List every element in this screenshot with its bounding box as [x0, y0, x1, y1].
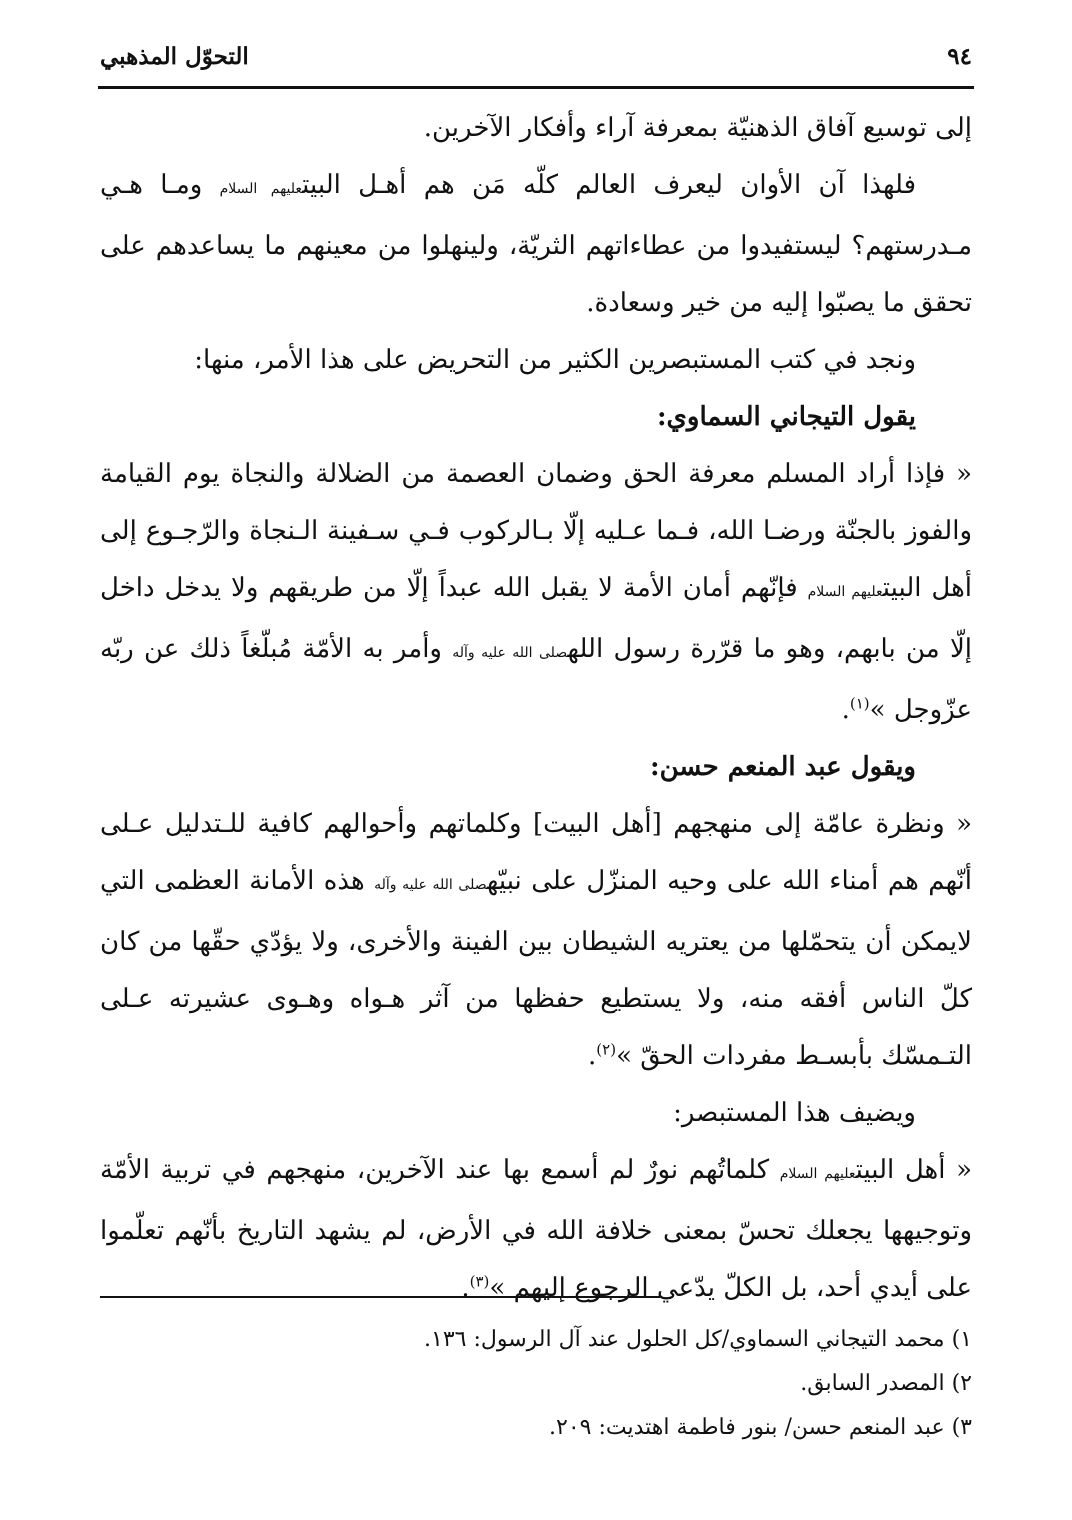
footnotes	[100, 1318, 972, 1450]
body-text	[100, 100, 972, 1317]
footnote-ref-1: (١)	[849, 694, 870, 713]
honorific-mark: صلى الله عليه وآله	[452, 645, 568, 661]
footnote-ref-3: (٣)	[469, 1272, 490, 1291]
page-header	[100, 34, 972, 78]
paragraph-2: فلهذا آن الأوان ليعرف العالم كلّه مَن هم أهـل البيتعليهم السلام ومـا هـي مـدرستهم؟ ليستفيدوا من عطاءاتهم الثريّة، ولينهلوا من معينهم ما يساعدهم على تحقق ما يصبّوا إليه من خير وسعادة.	[100, 170, 972, 318]
header-rule	[98, 86, 974, 89]
quote-intro-tijani: يقول التيجاني السماوي:	[656, 402, 916, 432]
quote-1: « فإذا أراد المسلم معرفة الحق وضمان العصمة من الضلالة والنجاة يوم القيامة والفوز بالجنّة ورضـا الله، فـما عـليه إلّا بـالركوب فـي سـفينة الـنجاة والرّجـوع إلى أهل البيتعليهم السلام فإنّهم أمان الأمة لا يقبل الله عبداً إلّا من طريقهم ولا يدخل داخل إلّا من بابهم، وهو ما قرّرة رسول اللهصلى الله عليه وآله وأمر به الأمّة مُبلّغاً ذلك عن ربّه عزّوجل »$^{(١)}$.	[100, 459, 973, 725]
paragraph-6: ويضيف هذا المستبصر:	[673, 1098, 916, 1128]
paragraph-1: إلى توسيع آفاق الذهنيّة بمعرفة آراء وأفكار الآخرين.	[423, 113, 972, 143]
page-number: ٩٤	[947, 42, 972, 70]
footnote-divider	[100, 1296, 660, 1298]
paragraph-3: ونجد في كتب المستبصرين الكثير من التحريض على هذا الأمر، منها:	[194, 345, 916, 375]
footnote-1: ١) محمد التيجاني السماوي/كل الحلول عند آل الرسول: ١٣٦.	[424, 1327, 972, 1352]
honorific-mark: صلى الله عليه وآله	[374, 877, 487, 893]
quote-intro-abdulmonem: ويقول عبد المنعم حسن:	[650, 752, 916, 782]
honorific-mark: عليهم السلام	[219, 181, 303, 197]
quote-3: « أهل البيتعليهم السلام كلماتُهم نورٌ لم أسمع بها عند الآخرين، منهجهم في تربية الأمّة وتوجيهها يجعلك تحسّ بمعنى خلافة الله في الأرض، لم يشهد التاريخ بأنّهم تعلّموا على أيدي أحد، بل الكلّ يدّعي الرجوع إليهم »$^{(٣)}$.	[100, 1155, 972, 1303]
honorific-mark: عليهم السلام	[807, 584, 883, 600]
footnote-3: ٣) عبد المنعم حسن/ بنور فاطمة اهتديت: ٢٠٩.	[549, 1415, 972, 1440]
quote-2: « ونظرة عامّة إلى منهجهم [أهل البيت] وكلماتهم وأحوالهم كافية للـتدليل عـلى أنّهم هم أمناء الله على وحيه المنزّل على نبيّهصلى الله عليه وآله هذه الأمانة العظمى التي لايمكن أن يتحمّلها من يعتريه الشيطان بين الفينة والأخرى، ولا يؤدّي حقّها من كان كلّ الناس أفقه منه، ولا يستطيع حفظها من آثر هـواه وهـوى عشيرته عـلى التـمسّك بأبسـط مفردات الحقّ »$^{(٢)}$.	[100, 809, 973, 1071]
footnote-ref-2: (٢)	[596, 1040, 617, 1059]
honorific-mark: عليهم السلام	[779, 1166, 856, 1182]
running-title: التحوّل المذهبي	[100, 42, 249, 70]
footnote-2: ٢) المصدر السابق.	[800, 1371, 972, 1396]
